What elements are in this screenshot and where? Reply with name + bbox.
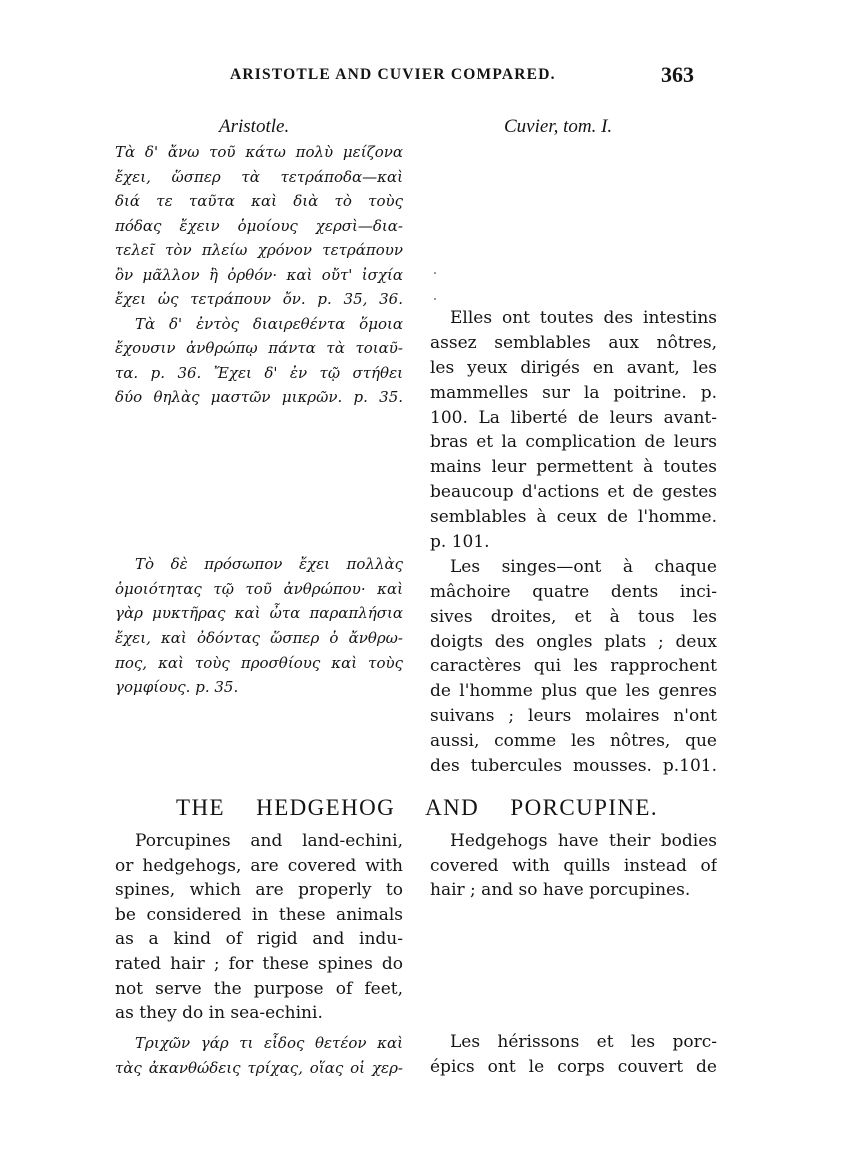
running-title: ARISTOTLE AND CUVIER COMPARED. [230, 66, 556, 83]
english-passage-left [115, 829, 403, 1026]
text-line: as a kind of rigid and indu- [115, 929, 403, 950]
text-line: πόδας ἔχειν ὁμοίους χερσὶ—δια- [115, 216, 403, 235]
text-line: mains leur permettent à toutes [430, 457, 717, 478]
text-line: sives droites, et à tous les [430, 606, 717, 627]
text-line: les yeux dirigés en avant, les [430, 357, 717, 378]
text-line: bras et la complication de leurs [430, 432, 717, 453]
text-line: or hedgehogs, are covered with [115, 855, 403, 876]
text-line: hair ; and so have porcupines. [430, 880, 691, 901]
text-line: Τὰ δ' ἄνω τοῦ κάτω πολὺ μείζονα [115, 143, 403, 161]
text-line: rated hair ; for these spines do [115, 953, 403, 974]
text-line: ἔχουσιν ἀνθρώπῳ πάντα τὰ τοιαῦ- [115, 339, 403, 357]
text-line: spines, which are properly to [115, 880, 403, 901]
french-passage-2 [430, 1030, 717, 1080]
text-line: be considered in these animals [115, 904, 403, 925]
text-line: γὰρ μυκτῆρας καὶ ὦτα παραπλήσια [115, 604, 403, 623]
text-line: τα. p. 36. Ἔχει δ' ἐν τῷ στήθει [115, 363, 403, 382]
scan-mark [434, 272, 436, 274]
text-line: ὁμοιότητας τῷ τοῦ ἀνθρώπου· καὶ [115, 579, 403, 598]
right-column-heading: Cuvier, tom. I. [504, 116, 613, 137]
text-line: διά τε ταῦτα καὶ διὰ τὸ τοὺς [115, 192, 403, 210]
greek-passage-2 [115, 552, 403, 700]
text-line: Elles ont toutes des intestins [450, 308, 717, 328]
text-line: Les singes—ont à chaque [450, 556, 717, 577]
text-line: not serve the purpose of feet, [115, 978, 403, 999]
text-line: covered with quills instead of [430, 855, 717, 876]
text-line: Hedgehogs have their bodies [450, 831, 717, 851]
text-line: τὰς ἀκανθώδεις τρίχας, οἵας οἱ χερ- [115, 1058, 403, 1077]
text-line: suivans ; leurs molaires n'ont [430, 706, 717, 727]
text-line: ἔχει, καὶ ὀδόντας ὥσπερ ὁ ἄνθρω- [115, 629, 403, 648]
text-line: mâchoire quatre dents inci- [430, 581, 717, 602]
text-line: ἔχει ὡς τετράπουν ὄν. p. 35, 36. [115, 290, 403, 308]
text-line: Τὸ δὲ πρόσωπον ἔχει πολλὰς [135, 555, 403, 573]
page-number: 363 [661, 62, 694, 87]
text-line: ὂν μᾶλλον ἢ ὀρθόν· καὶ οὔτ' ἰσχία [115, 265, 403, 284]
text-line: doigts des ongles plats ; deux [430, 631, 717, 652]
text-line: caractères qui les rapprochent [430, 656, 717, 677]
section-title: THE HEDGEHOG AND PORCUPINE. [176, 795, 658, 820]
text-line: épics ont le corps couvert de [430, 1056, 717, 1077]
text-line: des tubercules mousses. p.101. [430, 756, 717, 777]
text-line: πος, καὶ τοὺς προσθίους καὶ τοὺς [115, 653, 403, 672]
text-line: Τὰ δ' ἐντὸς διαιρεθέντα ὅμοια [135, 314, 403, 333]
text-line: beaucoup d'actions et de gestes [430, 482, 717, 503]
text-line: ἔχει, ὥσπερ τὰ τετράποδα—καὶ [115, 167, 403, 186]
scan-mark [434, 298, 436, 300]
left-column-heading: Aristotle. [219, 116, 290, 137]
text-line: p. 101. [430, 532, 490, 553]
english-passage-right [430, 829, 717, 903]
text-line: assez semblables aux nôtres, [430, 332, 717, 353]
text-line: mammelles sur la poitrine. p. [430, 382, 717, 403]
text-line: de l'homme plus que les genres [430, 681, 717, 702]
greek-passage-3 [115, 1031, 403, 1080]
text-line: aussi, comme les nôtres, que [430, 731, 717, 752]
french-passage-1 [430, 306, 717, 779]
text-line: Les hérissons et les porc- [450, 1032, 717, 1052]
text-line: Porcupines and land-echini, [135, 831, 403, 851]
text-line: Τριχῶν γάρ τι εἶδος θετέον καὶ [135, 1034, 403, 1052]
greek-passage-1 [115, 140, 403, 410]
text-line: τελεῖ τὸν πλείω χρόνον τετράπουν [115, 241, 403, 259]
text-line: as they do in sea-echini. [115, 1003, 323, 1024]
text-line: semblables à ceux de l'homme. [430, 507, 717, 528]
text-line: 100. La liberté de leurs avant- [430, 407, 717, 428]
text-line: γομφίους. p. 35. [115, 678, 239, 697]
text-line: δύο θηλὰς μαστῶν μικρῶν. p. 35. [115, 388, 403, 406]
